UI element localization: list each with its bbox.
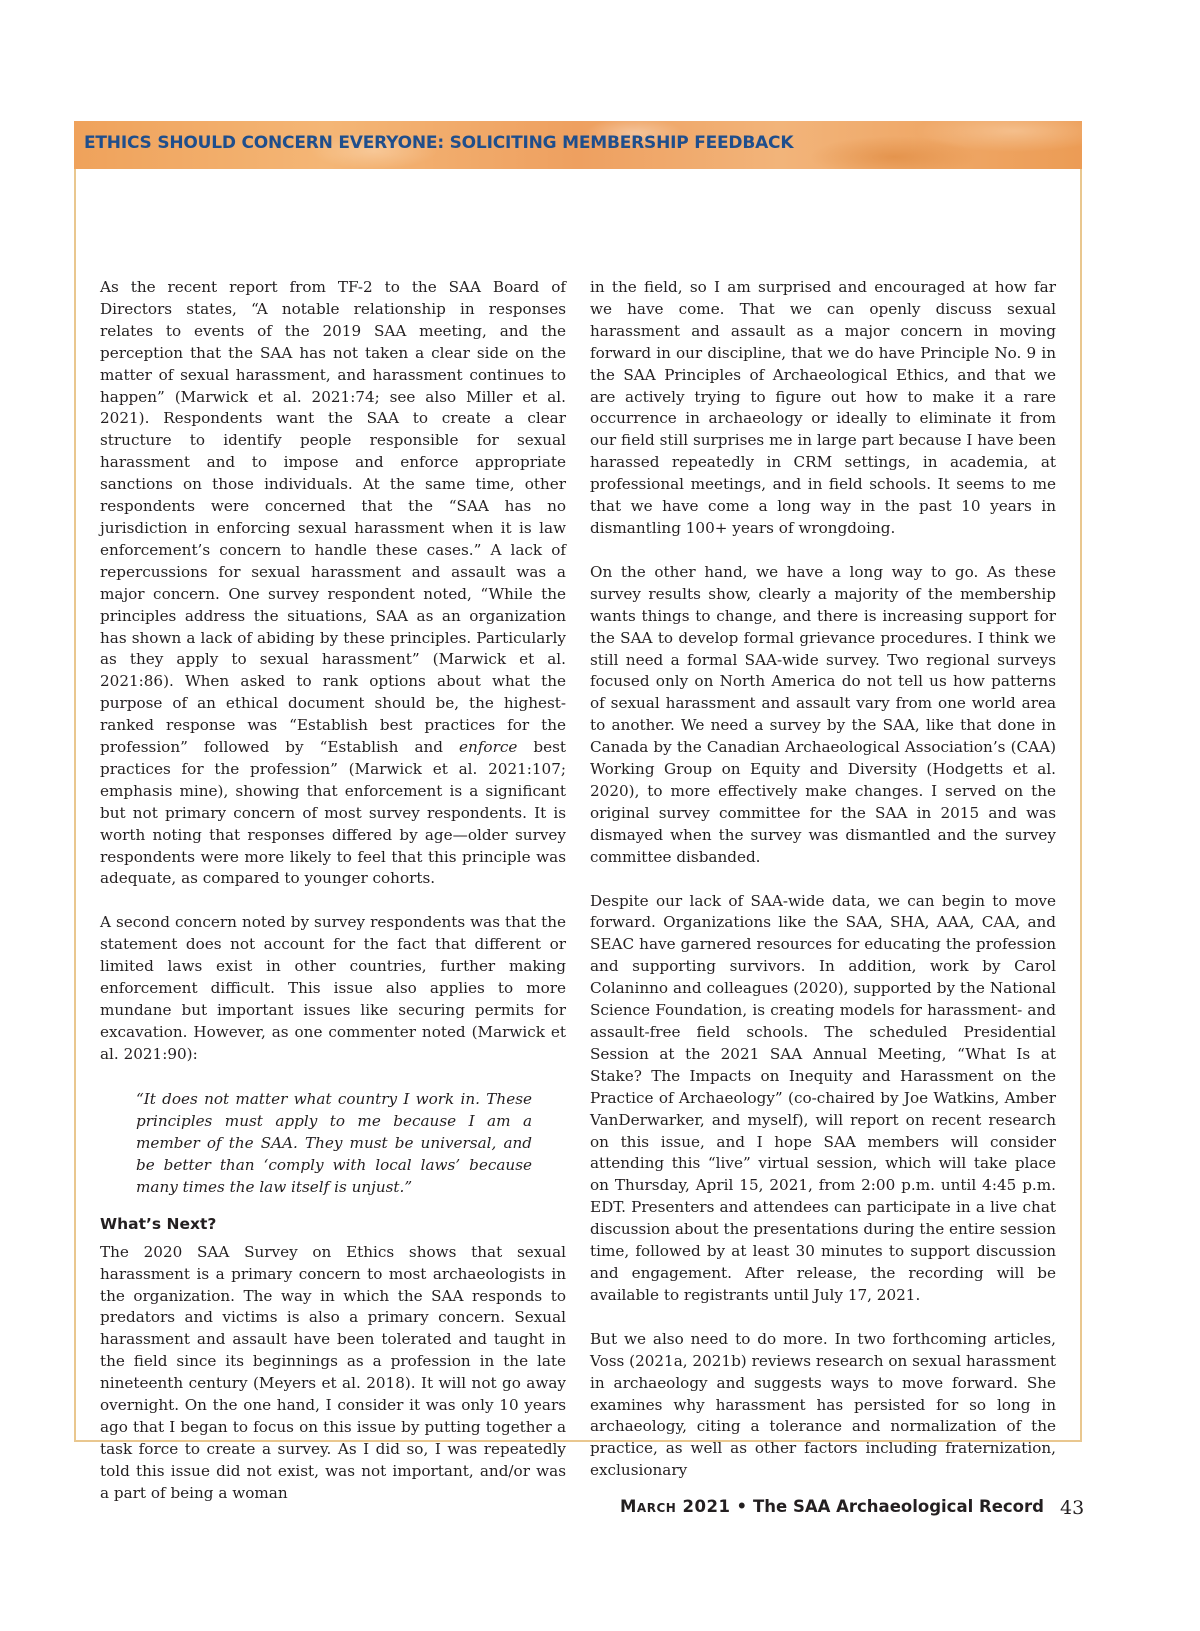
paragraph: On the other hand, we have a long way to go. As these survey results show, clearly a majority of the membership wants things to change, and there is increasing support for the SAA to develop formal grievance procedures. I think we still need a formal SAA-wide survey. Two regional surveys focused only on North America do not tell us how patterns of sexual harassment and assault vary from one world area to another. We need a survey by the SAA, like that done in Canada by the Canadian Archaeological Association’s (CAA) Working Group on Equity and Diversity (Hodgetts et al. 2020), to more effectively make changes. I served on the original survey committee for the SAA in 2015 and was dismayed when the survey was dismantled and the survey committee disbanded. xyxy=(590,562,1056,866)
left-column xyxy=(100,277,566,1527)
section-heading: What’s Next? xyxy=(100,1214,217,1233)
footer-separator: • xyxy=(736,1497,748,1516)
paragraph: Despite our lack of SAA-wide data, we can begin to move forward. Organizations like the SAA, SHA, AAA, CAA, and SEAC have garnered resources for educating the profession and supporting survivors. In addition, work by Carol Colaninno and colleagues (2020), supported by the National Science Foundation, is creating models for harassment- and assault-free field schools. The scheduled Presidential Session at the 2021 SAA Annual Meeting, “What Is at Stake? The Impacts on Inequity and Harassment on the Practice of Archaeology” (co-chaired by Joe Watkins, Amber VanDerwarker, and myself), will report on recent research on this issue, and I hope SAA members will consider attending this “live” virtual session, which will take place on Thursday, April 15, 2021, from 2:00 p.m. until 4:45 p.m. EDT. Presenters and attendees can participate in a live chat discussion about the presentations during the entire session time, followed by at least 30 minutes to support discussion and engagement. After release, the recording will be available to registrants until July 17, 2021. xyxy=(590,891,1056,1304)
paragraph: in the field, so I am surprised and encouraged at how far we have come. That we can openly discuss sexual harassment and assault as a major concern in moving forward in our discipline, that we do have Principle No. 9 in the SAA Principles of Archaeological Ethics, and that we are actively trying to figure out how to make it a rare occurrence in archaeology or ideally to eliminate it from our field still surprises me in large part because I have been harassed repeatedly in CRM settings, in academia, at professional meetings, and in field schools. It seems to me that we have come a long way in the past 10 years in dismantling 100+ years of wrongdoing. xyxy=(590,278,1056,537)
section-banner xyxy=(74,121,1082,169)
paragraph: The 2020 SAA Survey on Ethics shows that sexual harassment is a primary concern to most archaeologists in the organization. The way in which the SAA responds to predators and victims is also a primary concern. Sexual harassment and assault have been tolerated and taught in the field since its beginnings as a profession in the late nineteenth century (Meyers et al. 2018). It will not go away overnight. On the one hand, I consider it was only 10 years ago that I began to focus on this issue by putting together a task force to create a survey. As I did so, I was repeatedly told this issue did not exist, was not important, and/or was a part of being a woman xyxy=(100,1242,566,1502)
block-quote: “It does not matter what country I work in. These principles must apply to me because I am a member of the SAA. They must be universal, and be better than ‘comply with local laws’ because many times the law itself is unjust.” xyxy=(136,1089,532,1196)
paragraph xyxy=(100,277,566,890)
paragraph-text: As the recent report from TF-2 to the SAA Board of Directors states, “A notable relationship in responses relates to events of the 2019 SAA meeting, and the perception that the SAA has not taken a clear side on the matter of sexual harassment, and harassment continues to happen” (Marwick et al. 2021:74; see also Miller et al. 2021). Respondents want the SAA to create a clear structure to identify people responsible for sexual harassment and to impose and enforce appropriate sanctions on those individuals. At the same time, other respondents were concerned that the “SAA has no jurisdiction in enforcing sexual harassment when it is law enforcement’s concern to handle these cases.” A lack of repercussions for sexual harassment and assault was a major concern. One survey respondent noted, “While the principles address the situations, SAA as an organization has shown a lack of abiding by these principles. Particularly as they apply to sexual harassment” (Marwick et al. 2021:86). When asked to rank options about what the purpose of an ethical document should be, the highest-ranked response was “Establish best practices for the profession” followed by “Establish and xyxy=(100,278,566,757)
section-title: ETHICS SHOULD CONCERN EVERYONE: SOLICITING MEMBERSHIP FEEDBACK xyxy=(84,133,794,153)
page-footer xyxy=(620,1497,1044,1516)
issue-date: March 2021 xyxy=(620,1497,731,1516)
paragraph-text: best practices for the profession” (Marwick et al. 2021:107; emphasis mine), showing that enforcement is a significant but not primary concern of most survey respondents. It is worth noting that responses differed by age—older survey respondents were more likely to feel that this principle was adequate, as compared to younger cohorts. xyxy=(100,738,566,888)
page-number: 43 xyxy=(1060,1497,1085,1519)
right-column xyxy=(590,277,1056,1504)
publication-title: The SAA Archaeological Record xyxy=(753,1497,1044,1516)
emphasis-text: enforce xyxy=(459,738,518,757)
paragraph: A second concern noted by survey respondents was that the statement does not account for the fact that different or limited laws exist in other countries, further making enforcement difficult. This issue also applies to more mundane but important issues like securing permits for excavation. However, as one commenter noted (Marwick et al. 2021:90): xyxy=(100,913,566,1063)
paragraph: But we also need to do more. In two forthcoming articles, Voss (2021a, 2021b) reviews research on sexual harassment in archaeology and suggests ways to move forward. She examines why harassment has persisted for so long in archaeology, citing a tolerance and normalization of the practice, as well as other factors including fraternization, exclusionary xyxy=(590,1329,1056,1480)
